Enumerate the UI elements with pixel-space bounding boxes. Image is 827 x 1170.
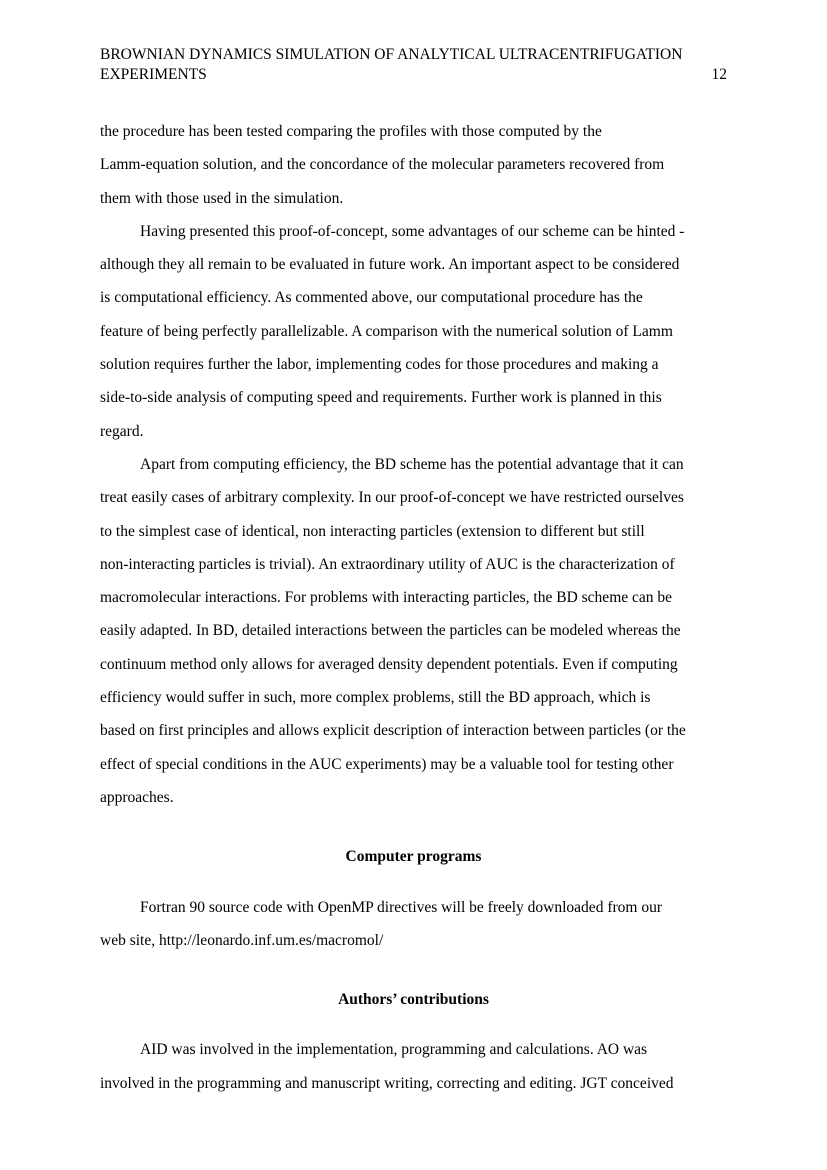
- text-line: the procedure has been tested comparing the profiles with those computed by the: [100, 123, 602, 140]
- text-line: AID was involved in the implementation, programming and calculations. AO was: [140, 1041, 648, 1059]
- text-line: Lamm-equation solution, and the concordance of the molecular parameters recovered from: [100, 156, 665, 174]
- text-line: macromolecular interactions. For problems with interacting particles, the BD scheme can be: [100, 589, 673, 607]
- text-line: them with those used in the simulation.: [100, 189, 344, 207]
- text-line: efficiency would suffer in such, more complex problems, still the BD approach, which is: [100, 689, 651, 707]
- text-line: effect of special conditions in the AUC experiments) may be a valuable tool for testing other: [100, 755, 674, 773]
- text-line: feature of being perfectly parallelizable. A comparison with the numerical solution of Lamm: [100, 322, 673, 340]
- text-line: continuum method only allows for averaged density dependent potentials. Even if computing: [100, 655, 678, 673]
- paragraph-advantages: [100, 215, 727, 448]
- running-head-line-1: BROWNIAN DYNAMICS SIMULATION OF ANALYTICAL ULTRACENTRIFUGATION: [100, 46, 683, 63]
- text-line: easily adapted. In BD, detailed interactions between the particles can be modeled whereas the: [100, 622, 681, 640]
- paragraph-continuation: [100, 115, 727, 215]
- text-line: Having presented this proof-of-concept, some advantages of our scheme can be hinted -: [140, 222, 685, 240]
- running-head: [100, 45, 727, 85]
- text-line: is computational efficiency. As commented above, our computational procedure has the: [100, 289, 643, 307]
- text-line: treat easily cases of arbitrary complexity. In our proof-of-concept we have restricted ourselves: [100, 489, 684, 507]
- paragraph-authors-contributions: [100, 1033, 727, 1100]
- document-page: [100, 0, 727, 1170]
- text-line: web site, http://leonardo.inf.um.es/macromol/: [100, 931, 384, 949]
- text-line: although they all remain to be evaluated in future work. An important aspect to be considered: [100, 256, 680, 274]
- text-line: side-to-side analysis of computing speed and requirements. Further work is planned in this: [100, 389, 662, 407]
- text-line: non-interacting particles is trivial). An extraordinary utility of AUC is the characterization of: [100, 555, 675, 573]
- text-line: based on first principles and allows explicit description of interaction between particles (or the: [100, 722, 686, 740]
- body-text: [100, 115, 727, 1100]
- section-heading-computer-programs: Computer programs: [345, 848, 482, 866]
- text-line: solution requires further the labor, implementing codes for those procedures and making a: [100, 356, 659, 374]
- text-line: involved in the programming and manuscript writing, correcting and editing. JGT conceived: [100, 1074, 674, 1092]
- paragraph-computer-programs: [100, 891, 727, 958]
- section-heading-authors-contributions: Authors’ contributions: [338, 991, 489, 1009]
- text-line: to the simplest case of identical, non interacting particles (extension to different but still: [100, 522, 645, 540]
- page-number: 12: [711, 66, 727, 83]
- paragraph-complexity: [100, 448, 727, 814]
- text-line: approaches.: [100, 788, 174, 806]
- text-line: regard.: [100, 422, 144, 440]
- running-head-line-2: EXPERIMENTS: [100, 66, 207, 83]
- text-line: Fortran 90 source code with OpenMP directives will be freely downloaded from our: [140, 898, 662, 916]
- text-line: Apart from computing efficiency, the BD scheme has the potential advantage that it can: [140, 455, 684, 473]
